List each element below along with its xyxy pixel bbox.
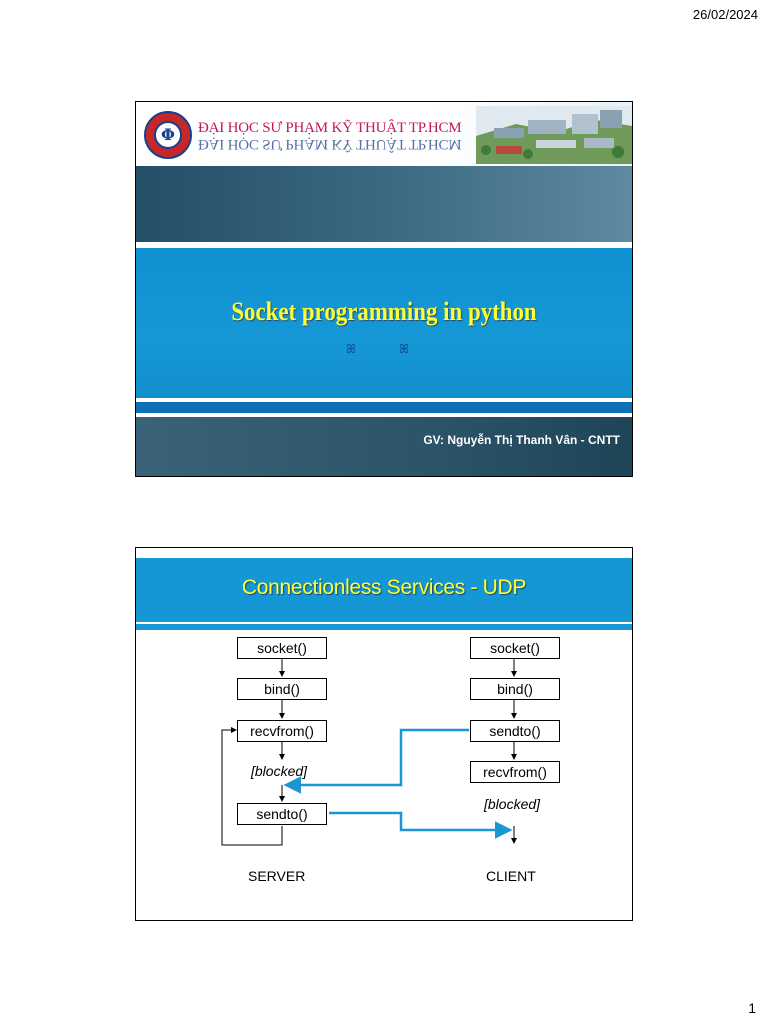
client-label: CLIENT [486,868,536,884]
server-recvfrom-box: recvfrom() [237,720,327,742]
campus-image [476,106,632,164]
university-name-reflection: ĐẠI HỌC SƯ PHẠM KỸ THUẬT TP.HCM [198,136,462,152]
server-socket-box: socket() [237,637,327,659]
slide-title: Connectionless Services - UDP [241,576,527,599]
server-label: SERVER [248,868,306,884]
stripe [136,402,632,413]
reply-arrow [329,813,510,830]
title-slide [135,101,633,477]
client-blocked-label: [blocked] [484,796,541,812]
university-logo [144,111,192,159]
print-date: 26/02/2024 [692,7,758,22]
server-blocked-label: [blocked] [251,763,308,779]
author-label: GV: Nguyễn Thị Thanh Vân - CNTT [423,433,620,447]
logo-emblem: Φ [154,121,182,149]
client-socket-box: socket() [470,637,560,659]
client-recvfrom-box: recvfrom() [470,761,560,783]
slide-title: Socket programming in python [231,297,537,326]
client-sendto-box: sendto() [470,720,560,742]
server-bind-box: bind() [237,678,327,700]
udp-slide [135,547,633,921]
ornament-left: ꕤ [346,342,356,356]
client-bind-box: bind() [470,678,560,700]
page-number: 1 [748,1000,756,1016]
ornament-right: ꕤ [399,342,409,356]
server-sendto-box: sendto() [237,803,327,825]
header-gradient-band [136,166,632,242]
university-name: ĐẠI HỌC SƯ PHẠM KỸ THUẬT TP.HCM [198,120,462,136]
server-loop-line [222,730,282,845]
